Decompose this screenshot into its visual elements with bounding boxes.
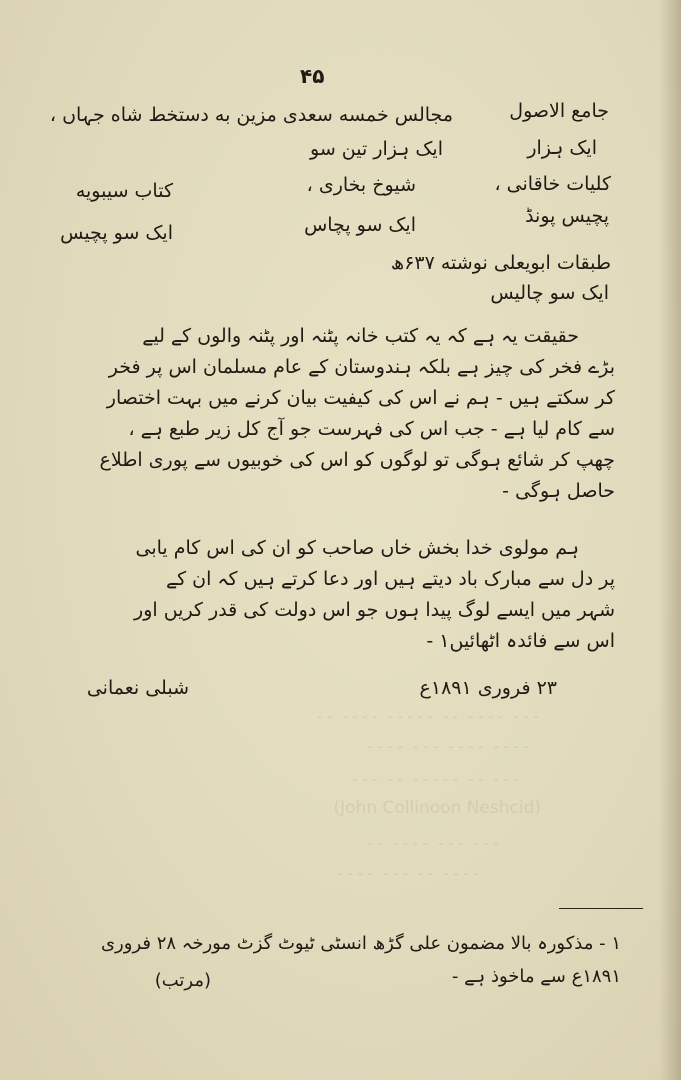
paragraph-line: شہر میں ایسے لوگ پیدا ہوں جو اس دولت کی قدر کریں اور xyxy=(134,599,615,621)
paragraph-line: پر دل سے مبارک باد دیتے ہیں اور دعا کرتے ہیں کہ ان کے xyxy=(165,568,615,590)
paragraph-line: حقیقت یہ ہے کہ یہ کتب خانہ پٹنہ اور پٹنہ والوں کے لیے xyxy=(142,325,579,347)
paragraph-line: سے کام لیا ہے - جب اس کی فہرست جو آج کل زیر طبع ہے ، xyxy=(128,418,615,440)
book-title-shuyukh-bukhari: شیوخ بخاری ، xyxy=(306,174,416,196)
book-price-2: ایک ہزار تین سو xyxy=(310,138,443,160)
book-title-majalis-khamsa: مجالس خمسه سعدی مزین به دستخط شاه جہاں ، xyxy=(49,104,453,126)
book-price-4: ایک سو پچاس xyxy=(304,214,416,236)
footnote-divider xyxy=(559,908,643,909)
bleed-through-text: ۔۔۔۔ ۔۔۔۔ ۔۔۔ ۔۔۔۔ xyxy=(365,733,531,753)
book-title-kulliyat-khaqani: کلیات خاقانی ، xyxy=(494,173,611,195)
book-price-3: پچیس پونڈ xyxy=(525,205,609,227)
footnote-line: ۱۸۹۱ع سے ماخوذ ہے - xyxy=(451,966,621,987)
book-title-kitab-sibawayh: کتاب سیبویه xyxy=(75,180,173,202)
footnote-editor-tag: (مرتب) xyxy=(154,970,211,991)
paragraph-line: بڑے فخر کی چیز ہے بلکہ ہندوستان کے عام مسلمان اس پر فخر xyxy=(108,356,615,378)
book-price-1: ایک ہزار xyxy=(527,137,597,159)
bleed-through-text: ۔۔۔ ۔۔۔۔ ۔۔ ۔۔۔۔۔ ۔۔۔۔ ۔۔ xyxy=(314,703,541,723)
paragraph-two xyxy=(27,533,615,657)
book-title-tabaqat: طبقات ابویعلی نوشته ۶۳۷ھ xyxy=(390,252,611,274)
paragraph-one xyxy=(27,321,615,507)
bleed-through-text: (John Collinoon Neshcid) xyxy=(333,798,541,818)
bleed-through-text: ۔۔۔ ۔۔۔ ۔۔۔۔ ۔۔ xyxy=(365,830,501,850)
book-title-jami-al-usool: جامع الاصول xyxy=(509,100,609,122)
book-price-5: ایک سو پچیس xyxy=(60,222,173,244)
paragraph-line: ہم مولوی خدا بخش خاں صاحب کو ان کی اس کام یابی xyxy=(135,537,579,559)
paragraph-line: اس سے فائدہ اٹھائیں۱ - xyxy=(426,630,615,652)
paragraph-line: چھپ کر شائع ہوگی تو لوگوں کو اس کی خوبیوں سے پوری اطلاع xyxy=(99,449,615,471)
footnote-line: ۱ - مذکورہ بالا مضمون علی گڑھ انسٹی ٹیوٹ گزٹ مورخہ ۲۸ فروری xyxy=(100,933,621,954)
book-price-6: ایک سو چالیس xyxy=(490,282,609,304)
bleed-through-text: ۔۔۔ ۔۔ ۔۔۔۔۔ ۔۔ ۔۔۔ xyxy=(349,766,521,786)
author-signature: شبلی نعمانی xyxy=(86,677,189,699)
page-number: ۴۵ xyxy=(300,64,325,88)
date-line: ۲۳ فروری ۱۸۹۱ع xyxy=(419,677,557,699)
page-edge-shadow xyxy=(659,0,681,1080)
bleed-through-text: ۔۔۔۔ ۔۔ ۔۔۔ ۔۔۔۔ xyxy=(335,860,481,880)
paragraph-line: کر سکتے ہیں - ہم نے اس کی کیفیت بیان کرنے میں بہت اختصار xyxy=(106,387,615,409)
paragraph-line: حاصل ہوگی - xyxy=(502,480,615,502)
